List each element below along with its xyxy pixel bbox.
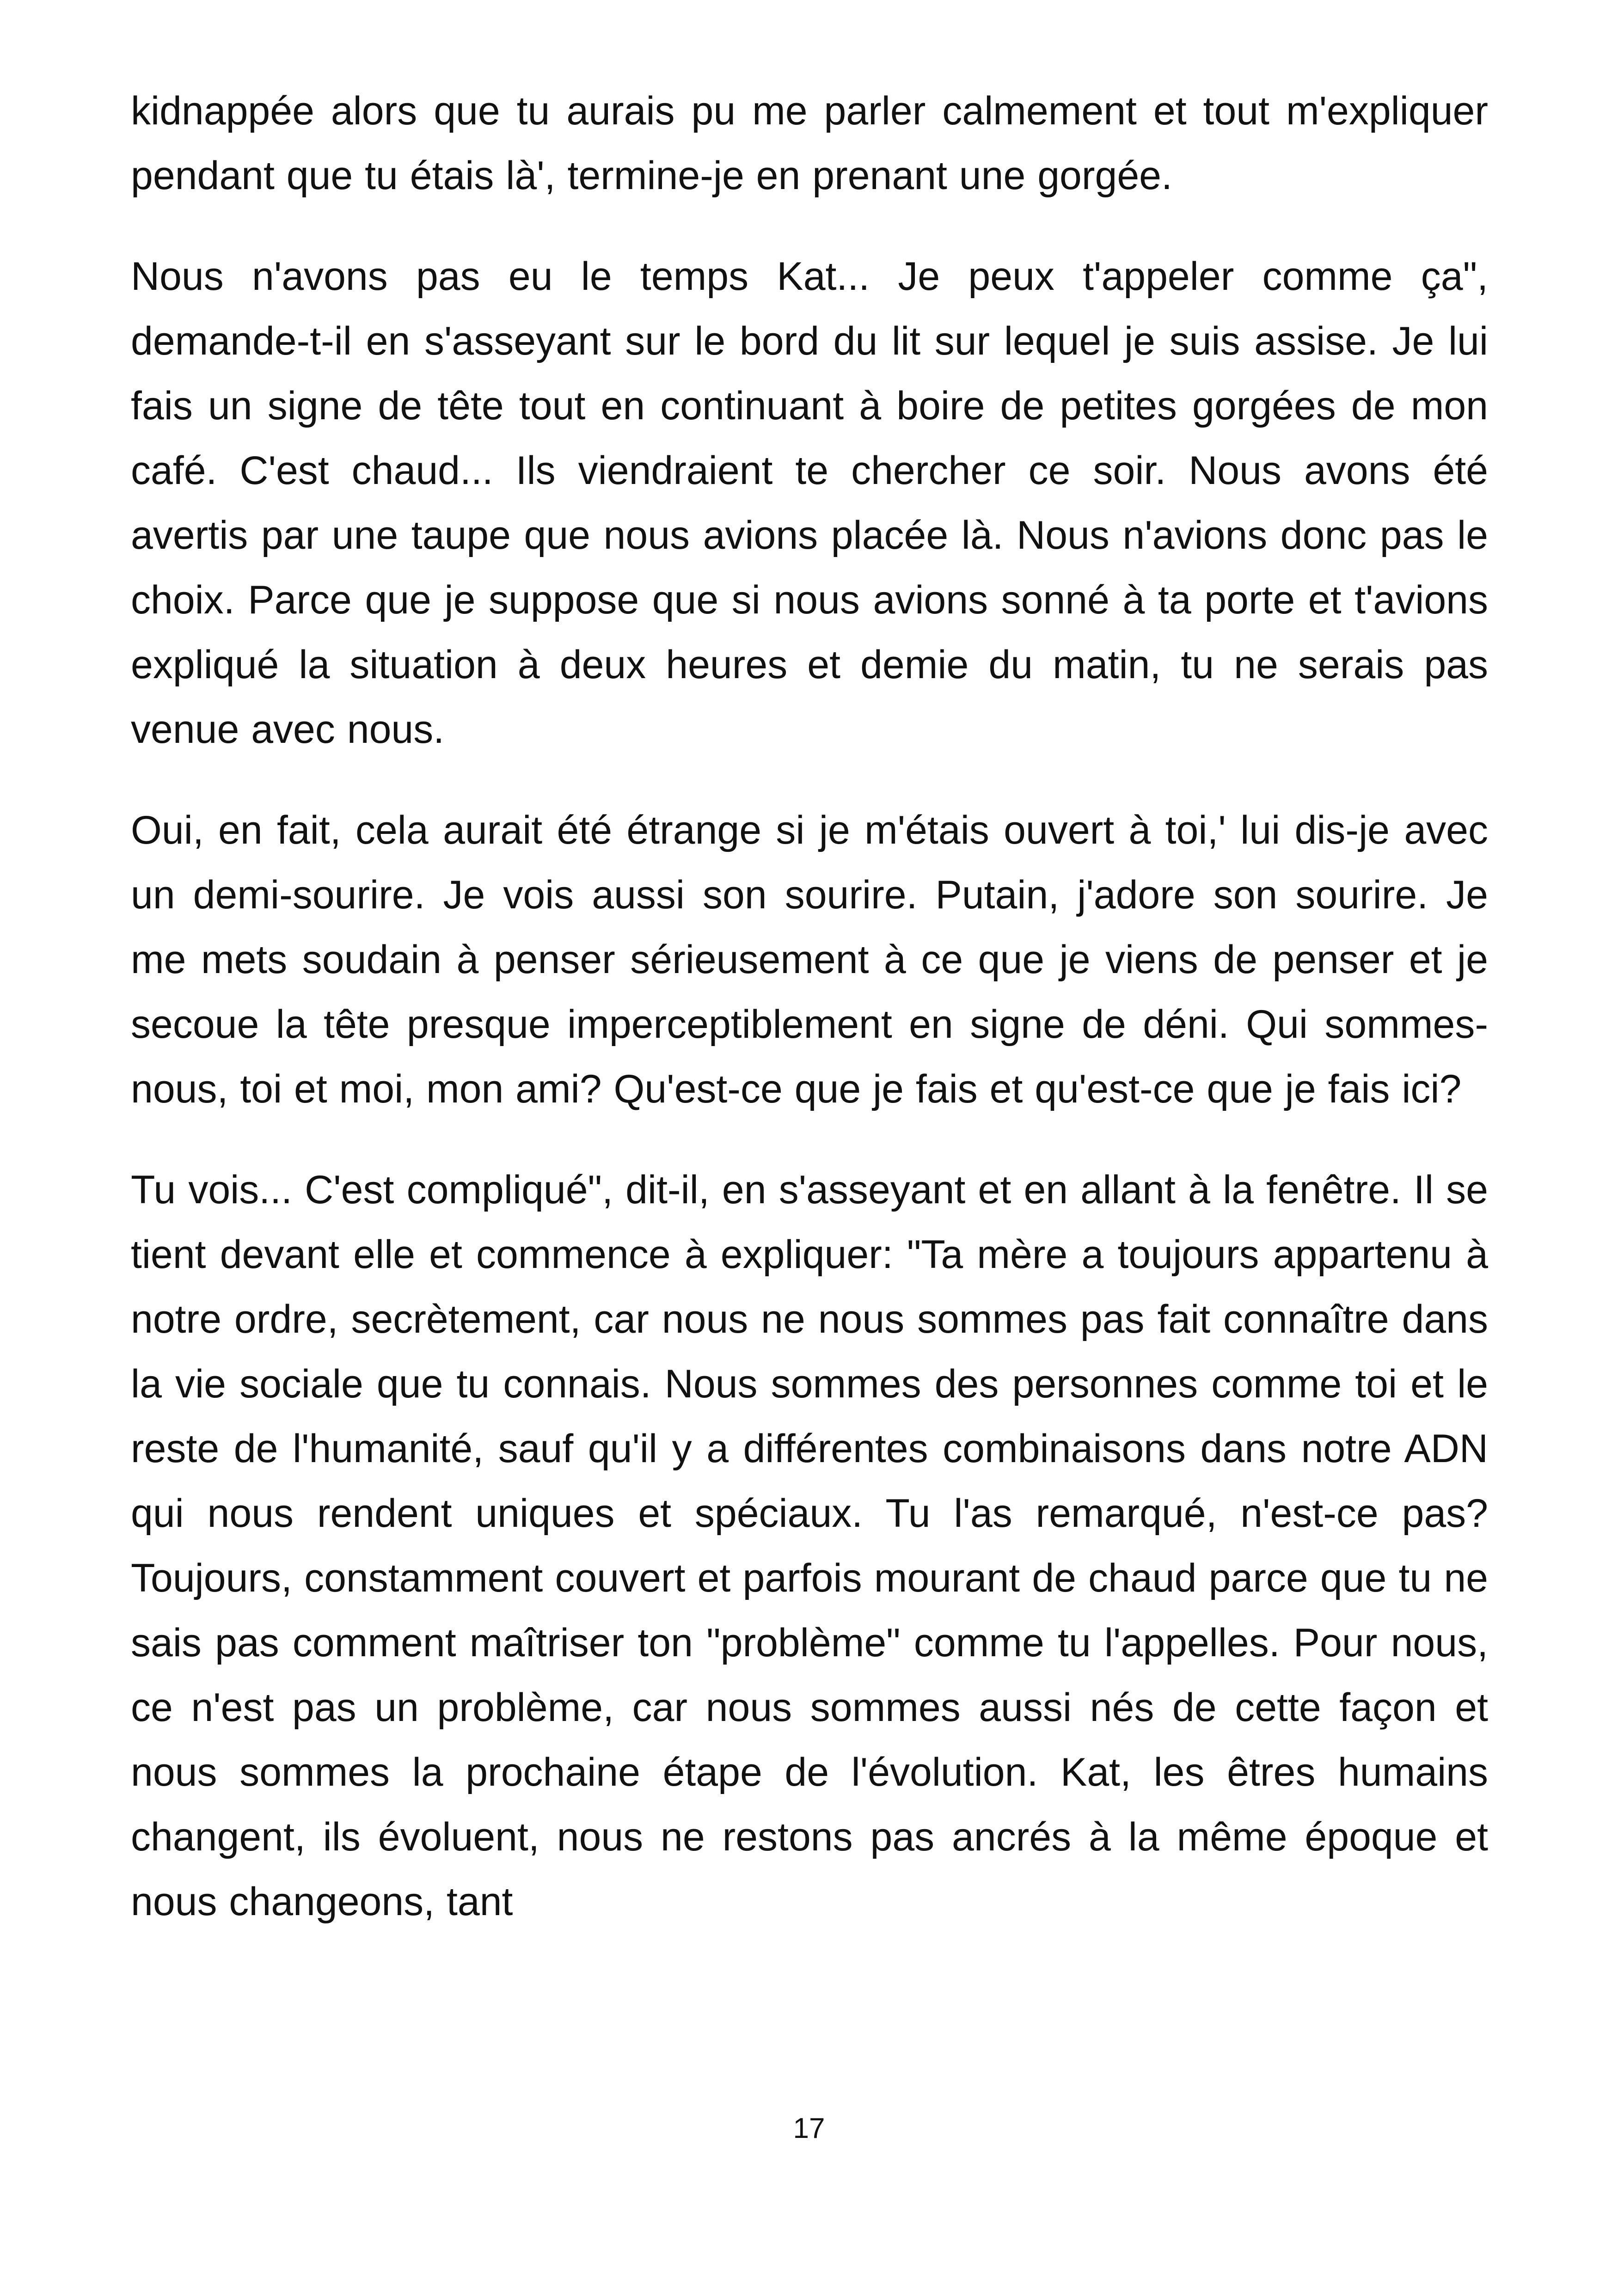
page-body <box>131 79 1488 1970</box>
page-number: 17 <box>793 2112 825 2144</box>
paragraph-1: kidnappée alors que tu aurais pu me parler calmement et tout m'expliquer pendant que tu étais là', termine-je en prenant une gorgée. <box>131 89 1488 198</box>
paragraph-2: Nous n'avons pas eu le temps Kat... Je peux t'appeler comme ça", demande-t-il en s'asseyant sur le bord du lit sur lequel je suis assise. Je lui fais un signe de tête tout en continuant à boire de petites gorgées de mon café. C'est chaud... Ils viendraient te chercher ce soir. Nous avons été avertis par une taupe que nous avions placée là. Nous n'avions donc pas le choix. Parce que je suppose que si nous avions sonné à ta porte et t'avions expliqué la situation à deux heures et demie du matin, tu ne serais pas venue avec nous. <box>131 254 1488 752</box>
paragraph-3: Oui, en fait, cela aurait été étrange si je m'étais ouvert à toi,' lui dis-je avec un demi-sourire. Je vois aussi son sourire. Putain, j'adore son sourire. Je me mets soudain à penser sérieusement à ce que je viens de penser et je secoue la tête presque imperceptiblement en signe de déni. Qui sommes-nous, toi et moi, mon ami? Qu'est-ce que je fais et qu'est-ce que je fais ici? <box>131 808 1488 1111</box>
paragraph-4: Tu vois... C'est compliqué", dit-il, en s'asseyant et en allant à la fenêtre. Il se tient devant elle et commence à expliquer: "Ta mère a toujours appartenu à notre ordre, secrètement, car nous ne nous sommes pas fait connaître dans la vie sociale que tu connais. Nous sommes des personnes comme toi et le reste de l'humanité, sauf qu'il y a différentes combinaisons dans notre ADN qui nous rendent uniques et spéciaux. Tu l'as remarqué, n'est-ce pas? Toujours, constamment couvert et parfois mourant de chaud parce que tu ne sais pas comment maîtriser ton "problème" comme tu l'appelles. Pour nous, ce n'est pas un problème, car nous sommes aussi nés de cette façon et nous sommes la prochaine étape de l'évolution. Kat, les êtres humains changent, ils évoluent, nous ne restons pas ancrés à la même époque et nous changeons, tant <box>131 1168 1488 1924</box>
